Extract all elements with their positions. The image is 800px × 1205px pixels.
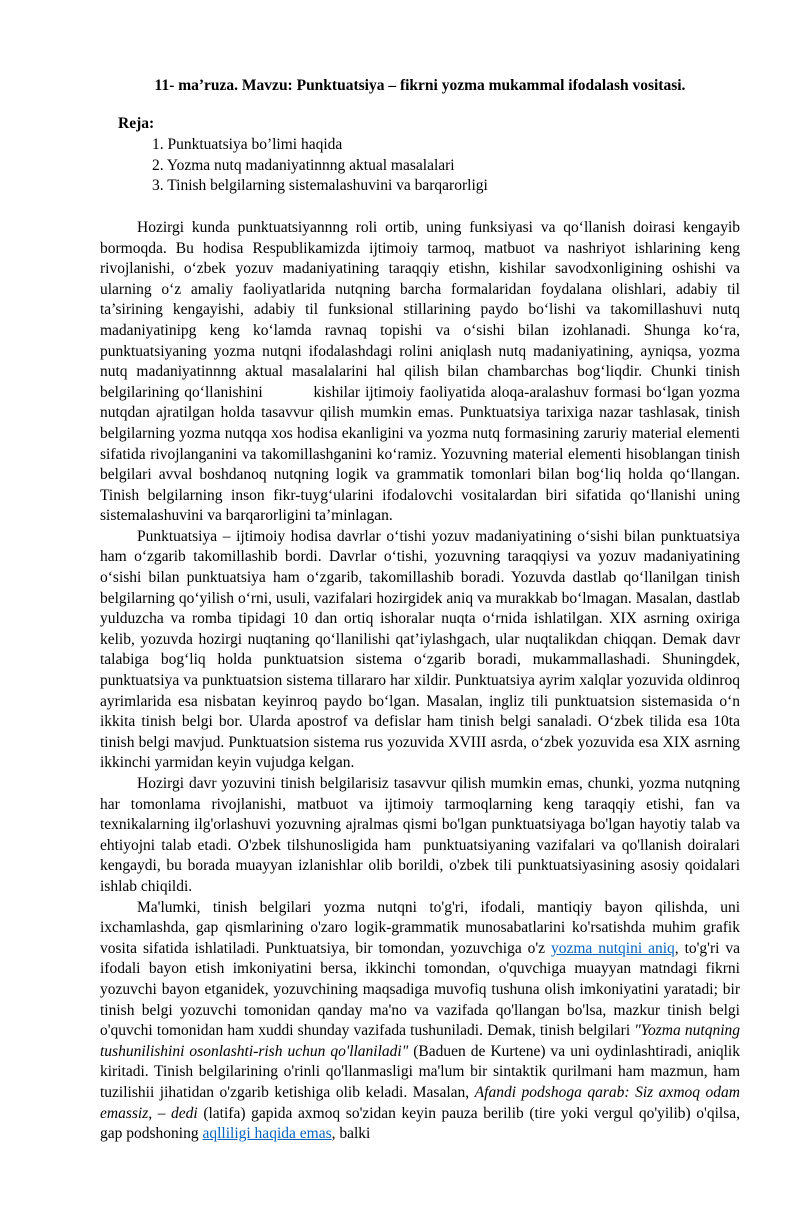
paragraph xyxy=(100,218,740,527)
text-run: "Yozma nutqning tushunilishini osonlashti-rish uchun qo'llaniladi" xyxy=(100,1022,741,1060)
inline-link[interactable]: aqlliligi haqida emas xyxy=(202,1125,332,1143)
text-run: (Baduen de Kurtene) va uni oydinlashtiradi, aniqlik kiritadi. Tinish belgilarining o'rinli qo'llanmasligi ma'lum bir sintaktik qurilmani ham mazmun, ham tuzilishii jihatidan o'zgarib ketishiga olib keladi. Masalan, xyxy=(100,1042,740,1101)
text-run: Ma'lumki, tinish belgilari yozma nutqni to'g'ri, ifodali, mantiqiy bayon qilishda, uni ixchamlashda, gap qismlarining o'zaro logik-grammatik munosabatlarini ko'rsatishda muhim grafik vosita sifatida ishlatiladi. Punktuatsiya, bir tomondan, yozuvchiga o'z xyxy=(100,898,740,957)
text-run: Punktuatsiya – ijtimoiy hodisa davrlar oʻtishi yozuv madaniyatining oʻsishi bilan punktuatsiya ham oʻzgarib takomillashib bordi. Davrlar oʻtishi, yozuvning taraqqiysi va yozuv madaniyatining oʻsishi bilan punktuatsiya ham oʻzgarib, takomillashib boradi. Yozuvda dastlab qoʻllanilgan tinish belgilarning qoʻyilish oʻrni, usuli, vazifalari hozirgidek aniq va murakkab boʻlmagan. Masalan, dastlab yulduzcha va romba tipidagi 10 dan ortiq ishoralar nuqta oʻrnida ishlatilgan. XIX asrning oxiriga kelib, yozuvda hozirgi nuqtaning qoʻllanilishi qat’iylashgach, ular nuqtalikdan chiqqan. Demak davr talabiga bogʻliq holda punktuatsion sistema oʻzgarib boradi, mukammallashadi. Shuningdek, punktuatsiya va punktuatsion sistema tillararo har xildir. Punktuatsiya ayrim xalqlar yozuvida oldinroq ayrimlarida esa nisbatan keyinroq paydo boʻlgan. Masalan, ingliz tili punktuatsion sistemasida oʻn ikkita tinish belgi bor. Ularda apostrof va defislar ham tinish belgi sanaladi. Oʻzbek tilida esa 10ta tinish belgi mavjud. Punktuatsion sistema rus yozuvida XVIII asrda, oʻzbek yozuvida esa XIX asrning ikkinchi yarmidan keyin vujudga kelgan. xyxy=(100,527,740,772)
paragraph xyxy=(100,774,740,898)
document-title: 11- ma’ruza. Mavzu: Punktuatsiya – fikrni yozma mukammal ifodalash vositasi. xyxy=(154,77,686,94)
plan-item: 3. Tinish belgilarning sistemalashuvini va barqarorligi xyxy=(152,177,488,195)
plan-item: 2. Yozma nutq madaniyatinnng aktual masalalari xyxy=(152,156,455,174)
plan-items xyxy=(118,135,740,197)
document-body xyxy=(100,218,740,1145)
text-run: (latifa) gapida axmoq so'zidan keyin pauza berilib (tire yoki vergul qo'yilib) o'qilsa, gap podshoning xyxy=(100,1104,740,1143)
plan-heading: Reja: xyxy=(118,114,155,132)
paragraph xyxy=(100,898,740,1145)
text-run: Afandi podshoga qarab: Siz axmoq odam emassiz, – dedi xyxy=(100,1083,740,1122)
text-run: Hozirgi davr yozuvini tinish belgilarisiz tasavvur qilish mumkin emas, chunki, yozma nutqning har tomonlama rivojlanishi, matbuot va ijtimoiy tarmoqlarning keng taraqqiy etishi, fan va texnikalarning ilg'orlashuvi yozuvning ajralmas qismi bo'lgan punktuatsiyaga bo'lgan hayotiy talab va ehtiyojni talab etadi. O'zbek tilshunosligida ham punktuatsiyaning vazifalari va qo'llanish doiralari kengaydi, bu borada muayyan izlanishlar olib borildi, o'zbek tili punktuatsiyasining asosiy qoidalari ishlab chiqildi. xyxy=(100,775,740,895)
plan-item: 1. Punktuatsiya bo’limi haqida xyxy=(152,136,343,154)
paragraph xyxy=(100,527,740,774)
text-run: , to'g'ri va ifodali bayon etish imkoniyatini bersa, ikkinchi tomondan, o'quvchiga muayyan matndagi fikrni yozuvchi bayon etganidek, yozuvchining maqsadiga muvofiq tushuna olish imkoniyatini yaratadi; bir tinish belgi yozuvchi tomonidan qanday ma'no va vazifada qo'llangan bo'lsa, mazkur tinish belgi o'quvchi tomonidan ham xuddi shunday vazifada tushuniladi. Demak, tinish belgilari xyxy=(100,939,741,1040)
text-run: , balki xyxy=(331,1125,371,1143)
plan-section xyxy=(118,114,740,197)
text-run: Hozirgi kunda punktuatsiyannng roli ortib, uning funksiyasi va qoʻllanish doirasi kengayib bormoqda. Bu hodisa Respublikamizda ijtimoiy tarmoq, matbuot va nashriyot ishlarining keng rivojlanishi, oʻzbek yozuv madaniyatining taraqqiy etishn, kishilar savodxonligining oshishi va ularning oʻz amaliy faoliyatlarida nutqning barcha formalaridan foydalana olishlari, adabiy til ta’sirining kengayishi, adabiy til funksional stillarining paydo boʻlishi va takomillashuvi nutq madaniyatinipg keng koʻlamda ravnaq topishi va oʻsishi bilan izohlanadi. Shunga koʻra, punktuatsiyaning yozma nutqni ifodalashdagi rolini aniqlash nutq madaniyatining, ayniqsa, yozma nutq madaniyatinnng aktual masalalarini hal qilish bilan chambarchas bogʻliqdir. Chunki tinish belgilarining qoʻllanishini kishilar ijtimoiy faoliyatida aloqa-aralashuv formasi boʻlgan yozma nutqdan ajratilgan holda tasavvur qilish mumkin emas. Punktuatsiya tarixiga nazar tashlasak, tinish belgilarning yozma nutqqa xos hodisa ekanligini va yozma nutq formasining zaruriy material elementi sifatida rivojlanganini va takomillashganini koʻramiz. Yozuvning material elementi hisoblangan tinish belgilari avval boshdanoq nutqning logik va grammatik tomonlari bilan bogʻliq holda qoʻllangan. Tinish belgilarning inson fikr-tuygʻularini ifodalovchi vositalardan biri sifatida qoʻllanishi uning sistemalashuvini va barqarorligini ta’minlagan. xyxy=(100,218,740,525)
inline-link[interactable]: yozma nutqini aniq xyxy=(551,939,675,957)
